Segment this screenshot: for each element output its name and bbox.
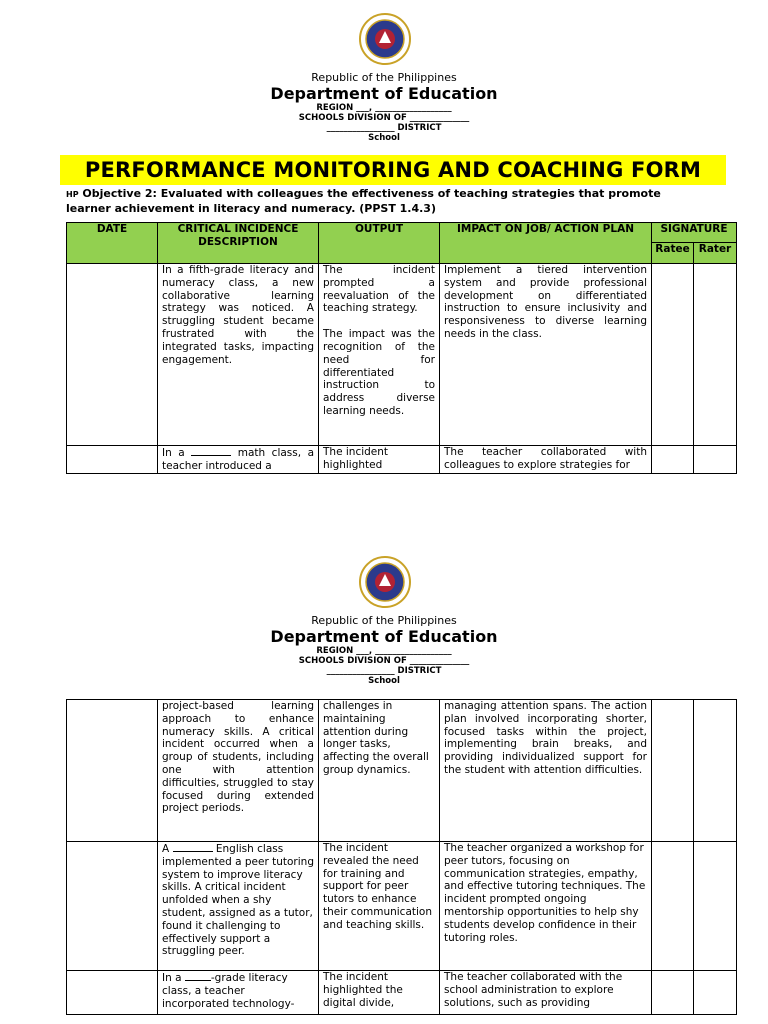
republic-text: Republic of the Philippines [311, 614, 457, 627]
output-paragraph: The incident prompted a reevaluation of the teaching strategy. [323, 264, 435, 315]
output-cell: The incident revealed the need for training and support for peer tutors to enhance their communication and teaching skills. [319, 842, 440, 971]
incidence-cell [158, 446, 319, 474]
output-cell: The incident highlighted the digital divide, [319, 971, 440, 1015]
deped-seal [359, 13, 411, 69]
blank-line [191, 446, 231, 456]
seal-icon [359, 556, 411, 608]
incidence-text: In a [162, 972, 182, 984]
coaching-table-page2 [66, 699, 737, 1015]
form-title: PERFORMANCE MONITORING AND COACHING FORM [60, 155, 726, 185]
ratee-signature-cell [652, 264, 694, 446]
table-row [67, 264, 737, 446]
ratee-signature-cell [652, 446, 694, 474]
table-row [67, 971, 737, 1015]
coaching-table-page1 [66, 222, 737, 474]
region-line: REGION ___, __________________ [316, 103, 452, 113]
district-line: ________________ DISTRICT [326, 666, 442, 676]
date-cell [67, 971, 158, 1015]
incidence-cell: project-based learning approach to enhance numeracy skills. A critical incident occurred when a group of students, including one with attention difficulties, struggled to stay focused during extended project periods. [158, 700, 319, 842]
objective-body: Objective 2: Evaluated with colleagues the effectiveness of teaching strategies that promote learner achievement in literacy and numeracy. (PPST 1.4.3) [66, 187, 661, 215]
incidence-cell [158, 842, 319, 971]
department-title: Department of Education [270, 627, 498, 646]
rater-signature-cell [694, 842, 737, 971]
header-date: DATE [67, 223, 158, 264]
header-impact: IMPACT ON JOB/ ACTION PLAN [440, 223, 652, 264]
department-title: Department of Education [270, 84, 498, 103]
output-cell: The incident highlighted [319, 446, 440, 474]
rater-signature-cell [694, 264, 737, 446]
ratee-signature-cell [652, 971, 694, 1015]
incidence-text: -grade literacy class, a teacher incorporated technology- [162, 972, 295, 1010]
date-cell [67, 264, 158, 446]
incidence-cell [158, 971, 319, 1015]
header-incidence: CRITICAL INCIDENCE DESCRIPTION [158, 223, 319, 264]
ratee-signature-cell [652, 842, 694, 971]
school-line: School [368, 133, 400, 143]
impact-cell: The teacher collaborated with colleagues to explore strategies for [440, 446, 652, 474]
table-row [67, 446, 737, 474]
impact-cell: The teacher organized a workshop for peer tutors, focusing on communication strategies, empathy, and effective tutoring techniques. The incident prompted ongoing mentorship opportunities to help shy students develop confidence in their tutoring roles. [440, 842, 652, 971]
republic-text: Republic of the Philippines [311, 71, 457, 84]
header-rater: Rater [694, 243, 737, 264]
rater-signature-cell [694, 446, 737, 474]
table-row [67, 700, 737, 842]
objective-tag: HP [66, 190, 79, 199]
date-cell [67, 446, 158, 474]
output-cell [319, 264, 440, 446]
impact-cell: Implement a tiered intervention system and provide professional development on differentiated instruction to ensure inclusivity and responsiveness to diverse learning needs in the class. [440, 264, 652, 446]
incidence-text: A [162, 843, 170, 855]
date-cell [67, 700, 158, 842]
blank-line [173, 842, 213, 852]
division-line: SCHOOLS DIVISION OF ______________ [298, 113, 470, 123]
school-line: School [368, 676, 400, 686]
table-row [67, 842, 737, 971]
incidence-text: In a [162, 447, 185, 459]
header-output: OUTPUT [319, 223, 440, 264]
output-paragraph: The impact was the recognition of the need for differentiated instruction to address diverse learning needs. [323, 328, 435, 417]
region-line: REGION ___, __________________ [316, 646, 452, 656]
rater-signature-cell [694, 971, 737, 1015]
rater-signature-cell [694, 700, 737, 842]
blank-line [185, 971, 211, 981]
header-ratee: Ratee [652, 243, 694, 264]
incidence-cell: In a fifth-grade literacy and numeracy class, a new collaborative learning strategy was noticed. A struggling student became frustrated with the integrated tasks, impacting engagement. [158, 264, 319, 446]
impact-cell: managing attention spans. The action plan involved incorporating shorter, focused tasks within the project, implementing brain breaks, and providing individualized support for the student with attention difficulties. [440, 700, 652, 842]
district-line: ________________ DISTRICT [326, 123, 442, 133]
objective-text [66, 187, 706, 216]
incidence-text: math class, a teacher introduced a [162, 447, 315, 472]
impact-cell: The teacher collaborated with the school administration to explore solutions, such as providing [440, 971, 652, 1015]
incidence-text: English class implemented a peer tutoring system to improve literacy skills. A critical incident unfolded when a shy student, assigned as a tutor, found it challenging to effectively support a struggling peer. [162, 843, 314, 958]
ratee-signature-cell [652, 700, 694, 842]
header-signature: SIGNATURE [652, 223, 737, 243]
date-cell [67, 842, 158, 971]
seal-icon [359, 13, 411, 65]
output-cell: challenges in maintaining attention during longer tasks, affecting the overall group dynamics. [319, 700, 440, 842]
division-line: SCHOOLS DIVISION OF ______________ [298, 656, 470, 666]
deped-seal [359, 556, 411, 612]
